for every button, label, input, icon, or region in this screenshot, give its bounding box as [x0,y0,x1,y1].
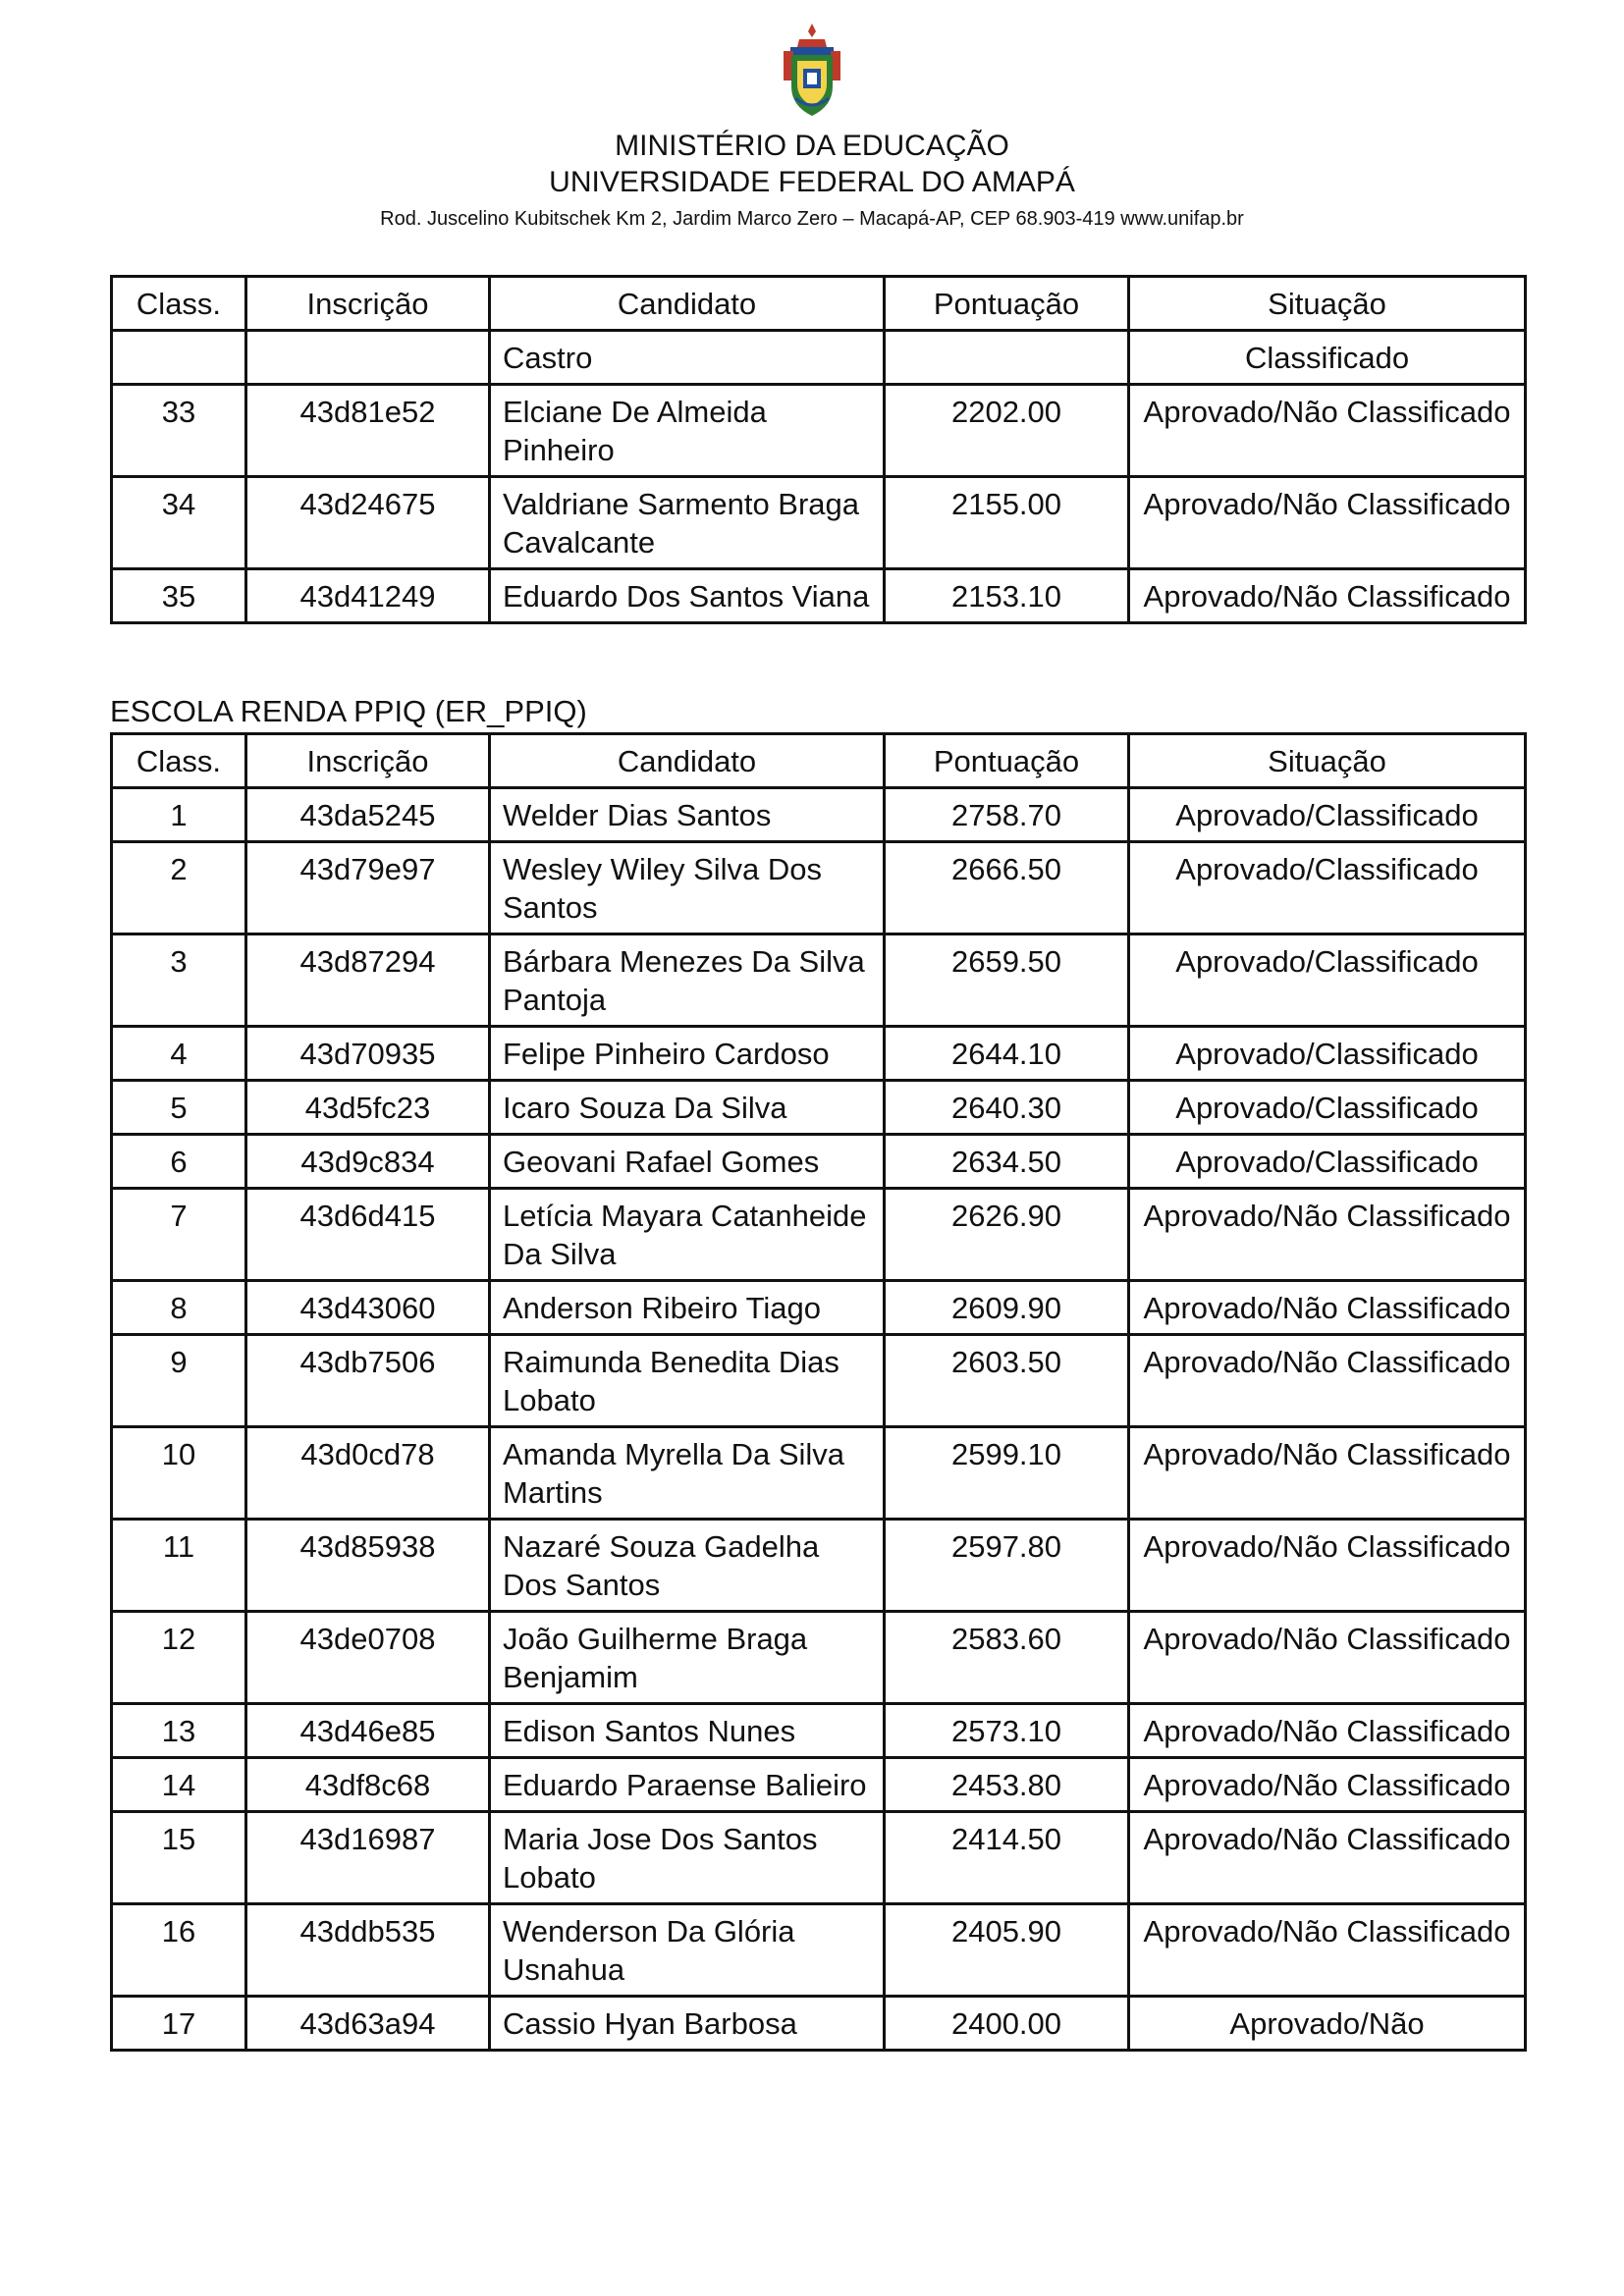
cell-candidato: Anderson Ribeiro Tiago [490,1281,885,1335]
col-inscricao-header: Inscrição [246,277,490,331]
cell-situacao: Classificado [1129,331,1526,385]
col-candidato-header: Candidato [490,734,885,788]
table-row [112,1427,1526,1520]
table-row [112,569,1526,623]
table-header-row [112,277,1526,331]
cell-situacao: Aprovado/Classificado [1129,1027,1526,1081]
cell-class: 11 [112,1520,246,1612]
cell-class: 10 [112,1427,246,1520]
table-row [112,331,1526,385]
cell-pontuacao: 2583.60 [885,1612,1129,1704]
cell-candidato: Raimunda Benedita Dias Lobato [490,1335,885,1427]
cell-inscricao: 43da5245 [246,788,490,842]
cell-class [112,331,246,385]
cell-class: 34 [112,477,246,569]
cell-candidato: João Guilherme Braga Benjamim [490,1612,885,1704]
cell-inscricao: 43ddb535 [246,1904,490,1997]
cell-inscricao: 43d87294 [246,934,490,1027]
col-class-header: Class. [112,277,246,331]
cell-candidato: Welder Dias Santos [490,788,885,842]
cell-class: 35 [112,569,246,623]
table-row [112,842,1526,934]
cell-inscricao: 43db7506 [246,1335,490,1427]
cell-class: 15 [112,1812,246,1904]
cell-class: 33 [112,385,246,477]
cell-pontuacao: 2603.50 [885,1335,1129,1427]
cell-pontuacao: 2405.90 [885,1904,1129,1997]
cell-candidato: Castro [490,331,885,385]
cell-pontuacao: 2453.80 [885,1758,1129,1812]
results-table-er-ppiq [110,732,1527,2052]
cell-pontuacao: 2599.10 [885,1427,1129,1520]
cell-candidato: Letícia Mayara Catanheide Da Silva [490,1189,885,1281]
cell-pontuacao: 2155.00 [885,477,1129,569]
cell-situacao: Aprovado/Não Classificado [1129,1812,1526,1904]
cell-class: 14 [112,1758,246,1812]
cell-class: 9 [112,1335,246,1427]
cell-class: 7 [112,1189,246,1281]
cell-inscricao: 43d41249 [246,569,490,623]
cell-candidato: Wesley Wiley Silva Dos Santos [490,842,885,934]
cell-class: 1 [112,788,246,842]
cell-candidato: Amanda Myrella Da Silva Martins [490,1427,885,1520]
table-row [112,1612,1526,1704]
cell-candidato: Bárbara Menezes Da Silva Pantoja [490,934,885,1027]
cell-situacao: Aprovado/Não Classificado [1129,1520,1526,1612]
cell-candidato: Wenderson Da Glória Usnahua [490,1904,885,1997]
section-title: ESCOLA RENDA PPIQ (ER_PPIQ) [110,694,587,728]
cell-situacao: Aprovado/Não Classificado [1129,1704,1526,1758]
col-class-header: Class. [112,734,246,788]
cell-inscricao: 43d24675 [246,477,490,569]
cell-class: 17 [112,1997,246,2051]
cell-class: 2 [112,842,246,934]
cell-inscricao: 43d43060 [246,1281,490,1335]
table-row [112,788,1526,842]
cell-situacao: Aprovado/Não Classificado [1129,1189,1526,1281]
cell-inscricao: 43d9c834 [246,1135,490,1189]
results-table-continuation [110,275,1527,624]
cell-inscricao: 43d79e97 [246,842,490,934]
col-inscricao-header: Inscrição [246,734,490,788]
document-header [0,22,1624,234]
cell-pontuacao: 2634.50 [885,1135,1129,1189]
table-row [112,1997,1526,2051]
cell-pontuacao: 2640.30 [885,1081,1129,1135]
col-situacao-header: Situação [1129,277,1526,331]
cell-inscricao: 43d63a94 [246,1997,490,2051]
cell-candidato: Icaro Souza Da Silva [490,1081,885,1135]
table-row [112,1189,1526,1281]
cell-pontuacao: 2666.50 [885,842,1129,934]
cell-candidato: Cassio Hyan Barbosa [490,1997,885,2051]
cell-class: 12 [112,1612,246,1704]
table-row [112,1704,1526,1758]
cell-situacao: Aprovado/Não Classificado [1129,477,1526,569]
col-situacao-header: Situação [1129,734,1526,788]
ministry-title: MINISTÉRIO DA EDUCAÇÃO [615,130,1009,162]
cell-pontuacao [885,331,1129,385]
cell-inscricao: 43d70935 [246,1027,490,1081]
cell-class: 4 [112,1027,246,1081]
cell-situacao: Aprovado/Não Classificado [1129,1281,1526,1335]
col-pontuacao-header: Pontuação [885,277,1129,331]
cell-pontuacao: 2400.00 [885,1997,1129,2051]
cell-candidato: Maria Jose Dos Santos Lobato [490,1812,885,1904]
cell-situacao: Aprovado/Classificado [1129,934,1526,1027]
table-row [112,1081,1526,1135]
cell-pontuacao: 2153.10 [885,569,1129,623]
university-title: UNIVERSIDADE FEDERAL DO AMAPÁ [549,166,1075,198]
table-header-row [112,734,1526,788]
cell-situacao: Aprovado/Não Classificado [1129,1335,1526,1427]
table-row [112,1135,1526,1189]
cell-class: 3 [112,934,246,1027]
cell-situacao: Aprovado/Classificado [1129,1081,1526,1135]
cell-inscricao: 43d85938 [246,1520,490,1612]
cell-pontuacao: 2644.10 [885,1027,1129,1081]
university-crest-icon [782,22,842,120]
cell-pontuacao: 2414.50 [885,1812,1129,1904]
col-candidato-header: Candidato [490,277,885,331]
cell-candidato: Elciane De Almeida Pinheiro [490,385,885,477]
cell-inscricao: 43de0708 [246,1612,490,1704]
table-row [112,1335,1526,1427]
cell-candidato: Felipe Pinheiro Cardoso [490,1027,885,1081]
cell-pontuacao: 2202.00 [885,385,1129,477]
cell-situacao: Aprovado/Não Classificado [1129,385,1526,477]
cell-class: 5 [112,1081,246,1135]
cell-pontuacao: 2758.70 [885,788,1129,842]
table-row [112,1520,1526,1612]
table-row [112,1904,1526,1997]
table-row [112,934,1526,1027]
cell-pontuacao: 2626.90 [885,1189,1129,1281]
cell-inscricao: 43d16987 [246,1812,490,1904]
cell-situacao: Aprovado/Não Classificado [1129,569,1526,623]
cell-candidato: Eduardo Paraense Balieiro [490,1758,885,1812]
cell-situacao: Aprovado/Classificado [1129,788,1526,842]
cell-situacao: Aprovado/Não Classificado [1129,1904,1526,1997]
cell-inscricao: 43d46e85 [246,1704,490,1758]
table-row [112,1281,1526,1335]
cell-candidato: Edison Santos Nunes [490,1704,885,1758]
cell-candidato: Eduardo Dos Santos Viana [490,569,885,623]
cell-class: 13 [112,1704,246,1758]
table-row [112,385,1526,477]
cell-candidato: Valdriane Sarmento Braga Cavalcante [490,477,885,569]
cell-situacao: Aprovado/Não Classificado [1129,1758,1526,1812]
address-line: Rod. Juscelino Kubitschek Km 2, Jardim Marco Zero – Macapá-AP, CEP 68.903-419 www.unifap.br [380,208,1244,230]
cell-candidato: Geovani Rafael Gomes [490,1135,885,1189]
cell-class: 16 [112,1904,246,1997]
cell-inscricao: 43d6d415 [246,1189,490,1281]
col-pontuacao-header: Pontuação [885,734,1129,788]
cell-pontuacao: 2597.80 [885,1520,1129,1612]
cell-inscricao: 43df8c68 [246,1758,490,1812]
table-row [112,1758,1526,1812]
cell-pontuacao: 2659.50 [885,934,1129,1027]
cell-inscricao: 43d5fc23 [246,1081,490,1135]
cell-situacao: Aprovado/Não [1129,1997,1526,2051]
cell-situacao: Aprovado/Não Classificado [1129,1427,1526,1520]
cell-class: 8 [112,1281,246,1335]
cell-class: 6 [112,1135,246,1189]
cell-candidato: Nazaré Souza Gadelha Dos Santos [490,1520,885,1612]
table-row [112,1812,1526,1904]
cell-pontuacao: 2609.90 [885,1281,1129,1335]
table-row [112,1027,1526,1081]
cell-inscricao: 43d81e52 [246,385,490,477]
table-row [112,477,1526,569]
cell-situacao: Aprovado/Não Classificado [1129,1612,1526,1704]
cell-situacao: Aprovado/Classificado [1129,842,1526,934]
cell-inscricao: 43d0cd78 [246,1427,490,1520]
cell-inscricao [246,331,490,385]
cell-situacao: Aprovado/Classificado [1129,1135,1526,1189]
cell-pontuacao: 2573.10 [885,1704,1129,1758]
